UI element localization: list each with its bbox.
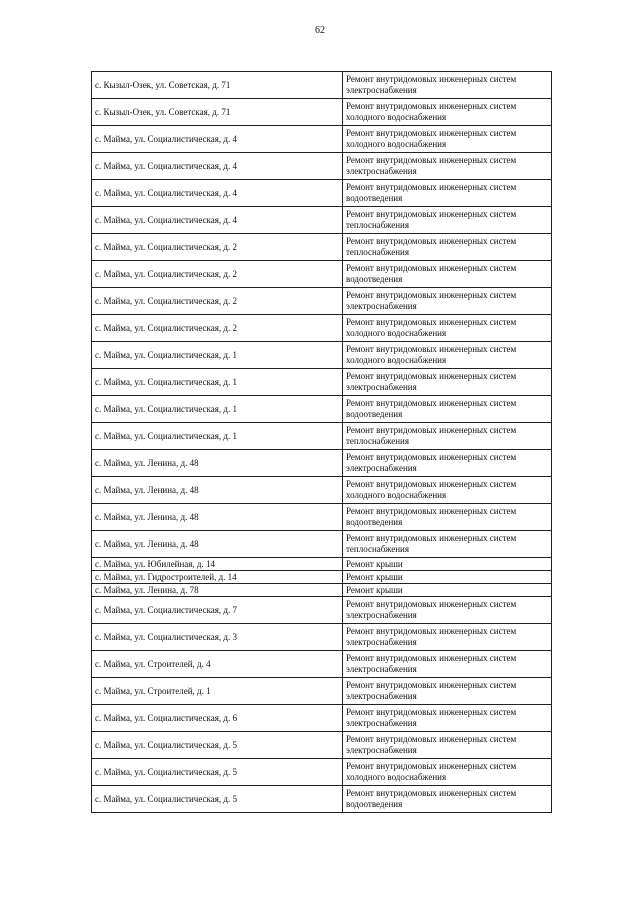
- work-type-cell: Ремонт внутридомовых инженерных систем водоотведения: [343, 396, 552, 423]
- table-row: [92, 786, 552, 813]
- address-cell: с. Кызыл-Озек, ул. Советская, д. 71: [92, 99, 343, 126]
- work-type-cell: Ремонт внутридомовых инженерных систем водоотведения: [343, 786, 552, 813]
- work-type-cell: Ремонт внутридомовых инженерных систем теплоснабжения: [343, 531, 552, 558]
- table-row: [92, 261, 552, 288]
- address-cell: с. Майма, ул. Ленина, д. 48: [92, 477, 343, 504]
- table-row: [92, 732, 552, 759]
- address-cell: с. Майма, ул. Ленина, д. 48: [92, 531, 343, 558]
- table-row: [92, 207, 552, 234]
- table-row: [92, 705, 552, 732]
- address-cell: с. Майма, ул. Социалистическая, д. 3: [92, 624, 343, 651]
- work-type-cell: Ремонт внутридомовых инженерных систем электроснабжения: [343, 369, 552, 396]
- table-row: [92, 504, 552, 531]
- address-cell: с. Кызыл-Озек, ул. Советская, д. 71: [92, 72, 343, 99]
- work-type-cell: Ремонт внутридомовых инженерных систем теплоснабжения: [343, 423, 552, 450]
- work-type-cell: Ремонт внутридомовых инженерных систем электроснабжения: [343, 597, 552, 624]
- table-row: [92, 477, 552, 504]
- address-cell: с. Майма, ул. Социалистическая, д. 2: [92, 288, 343, 315]
- address-cell: с. Майма, ул. Гидростроителей, д. 14: [92, 571, 343, 584]
- table-row: [92, 759, 552, 786]
- address-cell: с. Майма, ул. Социалистическая, д. 2: [92, 234, 343, 261]
- work-type-cell: Ремонт внутридомовых инженерных систем холодного водоснабжения: [343, 477, 552, 504]
- address-cell: с. Майма, ул. Социалистическая, д. 4: [92, 180, 343, 207]
- works-table: [91, 71, 552, 813]
- table-row: [92, 396, 552, 423]
- work-type-cell: Ремонт внутридомовых инженерных систем электроснабжения: [343, 705, 552, 732]
- work-type-cell: Ремонт внутридомовых инженерных систем электроснабжения: [343, 72, 552, 99]
- table-row: [92, 180, 552, 207]
- work-type-cell: Ремонт внутридомовых инженерных систем холодного водоснабжения: [343, 126, 552, 153]
- work-type-cell: Ремонт внутридомовых инженерных систем водоотведения: [343, 261, 552, 288]
- work-type-cell: Ремонт крыши: [343, 571, 552, 584]
- address-cell: с. Майма, ул. Социалистическая, д. 1: [92, 396, 343, 423]
- work-type-cell: Ремонт внутридомовых инженерных систем теплоснабжения: [343, 207, 552, 234]
- work-type-cell: Ремонт внутридомовых инженерных систем холодного водоснабжения: [343, 315, 552, 342]
- table-row: [92, 531, 552, 558]
- address-cell: с. Майма, ул. Социалистическая, д. 5: [92, 759, 343, 786]
- address-cell: с. Майма, ул. Юбилейная, д. 14: [92, 558, 343, 571]
- work-type-cell: Ремонт внутридомовых инженерных систем холодного водоснабжения: [343, 759, 552, 786]
- work-type-cell: Ремонт внутридомовых инженерных систем водоотведения: [343, 180, 552, 207]
- work-type-cell: Ремонт внутридомовых инженерных систем электроснабжения: [343, 450, 552, 477]
- address-cell: с. Майма, ул. Социалистическая, д. 7: [92, 597, 343, 624]
- table-row: [92, 369, 552, 396]
- work-type-cell: Ремонт внутридомовых инженерных систем водоотведения: [343, 504, 552, 531]
- address-cell: с. Майма, ул. Социалистическая, д. 1: [92, 342, 343, 369]
- table-row: [92, 288, 552, 315]
- work-type-cell: Ремонт крыши: [343, 558, 552, 571]
- table-row: [92, 597, 552, 624]
- work-type-cell: Ремонт крыши: [343, 584, 552, 597]
- work-type-cell: Ремонт внутридомовых инженерных систем теплоснабжения: [343, 234, 552, 261]
- address-cell: с. Майма, ул. Социалистическая, д. 2: [92, 261, 343, 288]
- work-type-cell: Ремонт внутридомовых инженерных систем электроснабжения: [343, 288, 552, 315]
- address-cell: с. Майма, ул. Социалистическая, д. 2: [92, 315, 343, 342]
- work-type-cell: Ремонт внутридомовых инженерных систем электроснабжения: [343, 153, 552, 180]
- table-row: [92, 584, 552, 597]
- address-cell: с. Майма, ул. Ленина, д. 48: [92, 504, 343, 531]
- work-type-cell: Ремонт внутридомовых инженерных систем электроснабжения: [343, 624, 552, 651]
- address-cell: с. Майма, ул. Социалистическая, д. 4: [92, 126, 343, 153]
- table-row: [92, 99, 552, 126]
- table-row: [92, 571, 552, 584]
- table-row: [92, 315, 552, 342]
- table-row: [92, 624, 552, 651]
- address-cell: с. Майма, ул. Строителей, д. 4: [92, 651, 343, 678]
- address-cell: с. Майма, ул. Социалистическая, д. 4: [92, 153, 343, 180]
- work-type-cell: Ремонт внутридомовых инженерных систем холодного водоснабжения: [343, 99, 552, 126]
- table-row: [92, 678, 552, 705]
- page-number: 62: [315, 25, 325, 36]
- work-type-cell: Ремонт внутридомовых инженерных систем электроснабжения: [343, 651, 552, 678]
- address-cell: с. Майма, ул. Социалистическая, д. 5: [92, 732, 343, 759]
- works-table-body: [92, 72, 552, 813]
- address-cell: с. Майма, ул. Социалистическая, д. 5: [92, 786, 343, 813]
- address-cell: с. Майма, ул. Ленина, д. 78: [92, 584, 343, 597]
- work-type-cell: Ремонт внутридомовых инженерных систем холодного водоснабжения: [343, 342, 552, 369]
- address-cell: с. Майма, ул. Социалистическая, д. 6: [92, 705, 343, 732]
- address-cell: с. Майма, ул. Социалистическая, д. 4: [92, 207, 343, 234]
- table-row: [92, 558, 552, 571]
- address-cell: с. Майма, ул. Социалистическая, д. 1: [92, 423, 343, 450]
- table-row: [92, 72, 552, 99]
- table-row: [92, 423, 552, 450]
- table-row: [92, 342, 552, 369]
- work-type-cell: Ремонт внутридомовых инженерных систем электроснабжения: [343, 732, 552, 759]
- table-row: [92, 450, 552, 477]
- work-type-cell: Ремонт внутридомовых инженерных систем электроснабжения: [343, 678, 552, 705]
- address-cell: с. Майма, ул. Ленина, д. 48: [92, 450, 343, 477]
- table-row: [92, 153, 552, 180]
- address-cell: с. Майма, ул. Социалистическая, д. 1: [92, 369, 343, 396]
- table-row: [92, 234, 552, 261]
- address-cell: с. Майма, ул. Строителей, д. 1: [92, 678, 343, 705]
- table-row: [92, 126, 552, 153]
- table-row: [92, 651, 552, 678]
